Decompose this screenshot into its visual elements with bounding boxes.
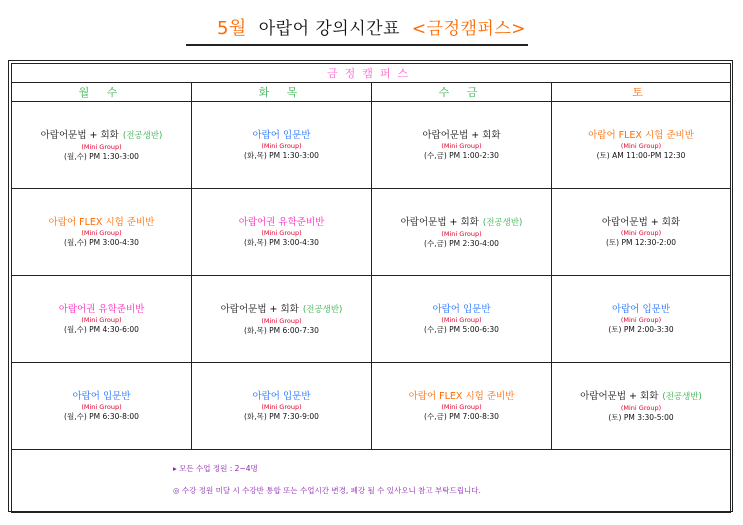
class-cell: [552, 189, 731, 276]
day-header: 토: [552, 83, 731, 102]
class-cell: [372, 102, 552, 189]
group-label: (Mini Group): [620, 142, 662, 150]
class-name: 아랍어 입문반: [252, 130, 311, 141]
class-cell: [552, 363, 731, 450]
class-cell: [12, 189, 192, 276]
class-time: (월,수) PM 1:30-3:00: [64, 151, 139, 161]
class-name: 아랍어 FLEX 시험 준비반: [588, 130, 694, 141]
day-header: 월 수: [12, 83, 192, 102]
group-label: (Mini Group): [620, 403, 662, 412]
class-name: 아랍어 입문반: [432, 304, 491, 315]
class-title: [192, 129, 371, 142]
class-name: 아랍어 FLEX 시험 준비반: [48, 217, 155, 228]
schedule-row: [12, 276, 731, 363]
class-name: 아랍어권 유학준비반: [238, 217, 325, 228]
schedule-row: [12, 102, 731, 189]
major-tag: (전공생반): [662, 391, 702, 402]
title-month: 5월: [216, 18, 247, 39]
group-label: (Mini Group): [81, 229, 122, 237]
title-main: 아랍어 강의시간표: [258, 19, 400, 39]
day-header: 수 금: [372, 83, 552, 102]
class-name: 아랍어권 유학준비반: [58, 304, 145, 315]
class-time: (월,수) PM 4:30-6:00: [64, 325, 139, 334]
group-label: (Mini Group): [441, 142, 482, 150]
class-cell: [372, 189, 552, 276]
capacity-note: ▸ 모든 수업 정원 : 2~4명: [173, 464, 258, 473]
class-time: (화,목) PM 6:00-7:30: [244, 325, 319, 335]
group-label: (Mini Group): [261, 316, 302, 325]
group-label: (Mini Group): [81, 142, 122, 151]
class-name: 아랍어문법 + 회화: [580, 390, 659, 402]
title-underline: [186, 44, 528, 46]
class-cell: [192, 102, 372, 189]
schedule-table: [11, 63, 731, 513]
group-label: (Mini Group): [441, 316, 482, 324]
major-tag: (전공생반): [482, 217, 523, 228]
schedule-row: [12, 363, 731, 450]
group-label: (Mini Group): [620, 316, 662, 324]
class-name: 아랍어 입문반: [252, 391, 311, 402]
group-label: (Mini Group): [81, 403, 122, 411]
class-title: [372, 303, 551, 316]
class-cell: [552, 102, 731, 189]
class-time: (화,목) PM 1:30-3:00: [244, 151, 319, 160]
group-label: (Mini Group): [441, 229, 482, 238]
group-label: (Mini Group): [441, 403, 482, 411]
class-time: (월,수) PM 3:00-4:30: [64, 238, 139, 247]
class-cell: [192, 189, 372, 276]
class-cell: [12, 363, 192, 450]
class-title: [12, 129, 191, 143]
class-name: 아랍어문법 + 회화: [422, 130, 501, 141]
class-name: 아랍어문법 + 회화: [40, 129, 119, 141]
class-time: (토) AM 11:00-PM 12:30: [596, 151, 686, 160]
campus-header: 금정캠퍼스: [12, 64, 731, 83]
class-time: (토) PM 2:00-3:30: [608, 325, 674, 334]
class-time: (수,금) PM 1:00-2:30: [424, 151, 499, 160]
class-time: (수,금) PM 5:00-6:30: [424, 325, 499, 334]
class-title: [12, 216, 191, 229]
class-cell: [372, 363, 552, 450]
class-title: [192, 216, 371, 229]
day-header: 화 목: [192, 83, 372, 102]
class-cell: [12, 102, 192, 189]
group-label: (Mini Group): [620, 229, 662, 237]
class-title: [12, 390, 191, 403]
class-cell: [192, 363, 372, 450]
cancellation-note: ◎ 수강 정원 미달 시 수강반 통합 또는 수업시간 변경, 폐강 될 수 있사오니 참고 부탁드립니다.: [173, 486, 481, 495]
class-time: (월,수) PM 6:30-8:00: [64, 412, 139, 421]
class-name: 아랍어 FLEX 시험 준비반: [408, 391, 515, 402]
class-time: (수,금) PM 2:30-4:00: [424, 238, 499, 248]
class-cell: [12, 276, 192, 363]
class-time: (화,목) PM 3:00-4:30: [244, 238, 319, 247]
class-title: [552, 216, 730, 229]
title-campus: <금정캠퍼스>: [411, 19, 527, 39]
schedule-row: [12, 189, 731, 276]
group-label: (Mini Group): [261, 142, 302, 150]
notes-area: [12, 450, 731, 513]
class-time: (토) PM 3:30-5:00: [608, 412, 674, 422]
major-tag: (전공생반): [302, 304, 343, 315]
group-label: (Mini Group): [81, 316, 122, 324]
class-cell: [192, 276, 372, 363]
class-cell: [372, 276, 552, 363]
class-title: [552, 390, 730, 404]
class-title: [552, 303, 730, 316]
class-title: [12, 303, 191, 316]
class-name: 아랍어문법 + 회화: [220, 303, 299, 315]
major-tag: (전공생반): [122, 130, 163, 141]
class-name: 아랍어 입문반: [611, 304, 671, 315]
class-cell: [552, 276, 731, 363]
class-time: (화,목) PM 7:30-9:00: [244, 412, 319, 421]
class-title: [552, 129, 730, 142]
class-time: (토) PM 12:30-2:00: [605, 238, 677, 247]
page-title: [0, 14, 743, 40]
class-title: [372, 390, 551, 403]
group-label: (Mini Group): [261, 229, 302, 237]
class-time: (수,금) PM 7:00-8:30: [424, 412, 499, 421]
class-name: 아랍어 입문반: [72, 391, 131, 402]
class-title: [372, 129, 551, 142]
class-name: 아랍어문법 + 회화: [400, 216, 479, 228]
class-title: [192, 303, 371, 317]
class-name: 아랍어문법 + 회화: [601, 217, 681, 228]
class-title: [192, 390, 371, 403]
group-label: (Mini Group): [261, 403, 302, 411]
class-title: [372, 216, 551, 230]
